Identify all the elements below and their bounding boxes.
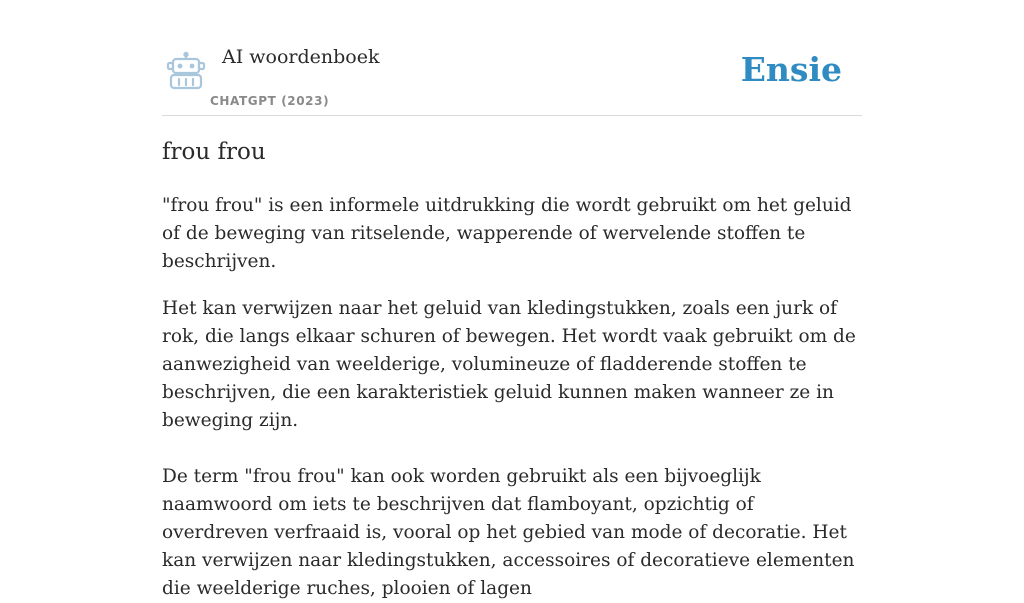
robot-icon xyxy=(165,52,207,90)
brand-logo[interactable]: Ensie xyxy=(740,50,842,89)
source-title[interactable]: AI woordenboek xyxy=(222,46,380,68)
definition-paragraph: De term "frou frou" kan ook worden gebruikt als een bijvoeglijk naamwoord om iets te beschrijven dat flamboyant, opzichtig of overdreven verfraaid is, vooral op het gebied van mode of decoratie. Het kan verwijzen naar kledingstukken, accessoires of decoratieve elementen die weelderige ruches, plooien of lagen xyxy=(162,466,855,599)
definition-paragraph: "frou frou" is een informele uitdrukking die wordt gebruikt om het geluid of de beweging van ritselende, wapperende of wervelende stoffen te beschrijven. xyxy=(162,195,852,272)
definition-paragraph: Het kan verwijzen naar het geluid van kledingstukken, zoals een jurk of rok, die langs elkaar schuren of bewegen. Het wordt vaak gebruikt om de aanwezigheid van weelderige, volumineuze of fladderende stoffen te beschrijven, die een karakteristiek geluid kunnen maken wanneer ze in beweging zijn. xyxy=(162,298,856,431)
entry-definition xyxy=(162,192,862,603)
entry-header xyxy=(162,40,862,116)
source-subtitle: CHATGPT (2023) xyxy=(210,94,330,108)
entry-term: frou frou xyxy=(162,139,266,165)
